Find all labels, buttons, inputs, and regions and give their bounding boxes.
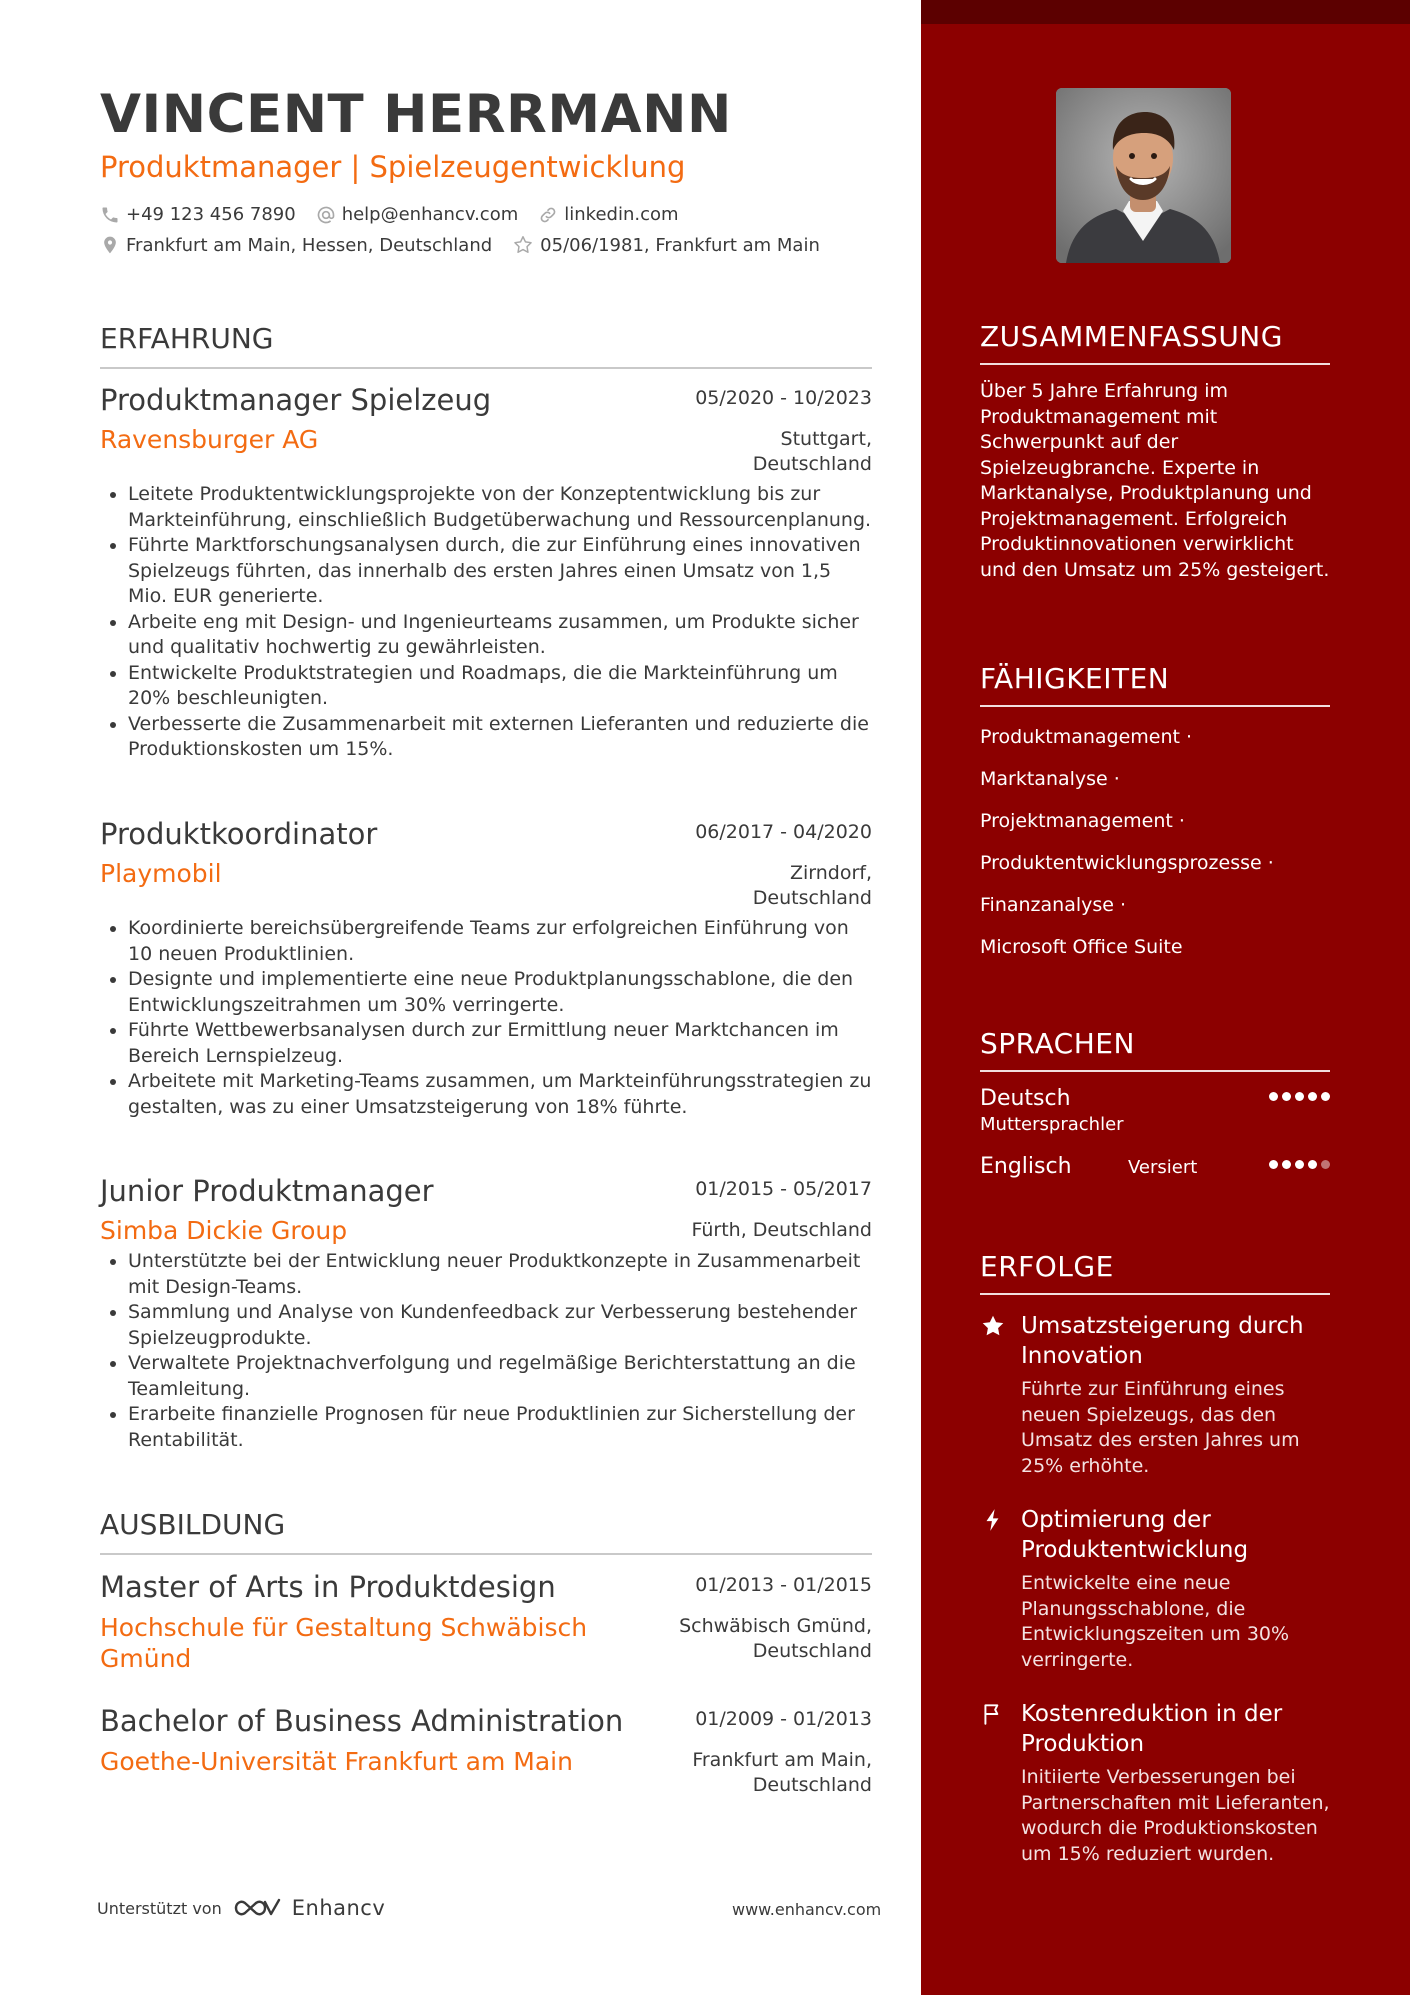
enhancv-brand: Enhancv: [291, 1896, 386, 1920]
rating-dot: [1321, 1160, 1330, 1169]
achievements-section: [980, 1250, 1330, 1867]
rating-dot: [1295, 1092, 1304, 1101]
list-item: • Arbeite eng mit Design- und Ingenieurteams zusammen, um Produkte sicher und qualitativ hochwertig zu gewährleisten.: [128, 610, 872, 661]
language-rating: [1269, 1160, 1330, 1169]
birth-contact: [512, 234, 820, 256]
language-rating: [1269, 1092, 1330, 1101]
skill-item: Produktmanagement ·: [980, 726, 1193, 748]
job-title: Produktkoordinator: [100, 817, 378, 851]
contact-row-2: [100, 234, 840, 256]
school-name: Hochschule für Gestaltung Schwäbisch Gmünd: [100, 1613, 588, 1673]
rating-dot: [1282, 1092, 1291, 1101]
education-date: 01/2009 - 01/2013: [695, 1708, 872, 1730]
job-entry: [100, 1174, 872, 1453]
location-pin-icon: [100, 235, 120, 255]
achievement-desc: Entwickelte eine neue Planungsschablone, die Entwicklungszeiten um 30% verringerte.: [1021, 1572, 1290, 1671]
list-item: • Verwaltete Projektnachverfolgung und regelmäßige Berichterstattung an die Teamleitung.: [128, 1351, 872, 1402]
job-date: 01/2015 - 05/2017: [695, 1178, 872, 1200]
job-location-line: Fürth, Deutschland: [691, 1219, 872, 1241]
flag-icon: [980, 1701, 1006, 1727]
job-title: Produktmanager Spielzeug: [100, 383, 492, 417]
candidate-subtitle: Produktmanager | Spielzeugentwicklung: [100, 150, 686, 184]
achievement-item: [980, 1311, 1330, 1479]
profile-photo: [1056, 88, 1231, 263]
education-date: 01/2013 - 01/2015: [695, 1574, 872, 1596]
list-item: • Designte und implementierte eine neue Produktplanungsschablone, die den Entwicklungszeitrahmen um 30% verringerte.: [128, 967, 872, 1018]
rating-dot: [1308, 1092, 1317, 1101]
rating-dot: [1269, 1160, 1278, 1169]
website-text: linkedin.com: [564, 204, 679, 225]
job-location: [753, 861, 872, 911]
job-title: Junior Produktmanager: [100, 1174, 434, 1208]
list-item: • Führte Marktforschungsanalysen durch, die zur Einführung eines innovativen Spielzeugs führten, das innerhalb des ersten Jahres einen Umsatz von 1,5 Mio. EUR generierte.: [128, 533, 872, 610]
job-company: Simba Dickie Group: [100, 1216, 348, 1245]
job-bullets: [100, 1249, 872, 1453]
candidate-name: VINCENT HERRMANN: [100, 84, 732, 145]
achievement-title: Optimierung der Produktentwicklung: [1021, 1507, 1249, 1563]
at-icon: [316, 205, 336, 225]
summary-text: Über 5 Jahre Erfahrung im Produktmanagement mit Schwerpunkt auf der Spielzeugbranche. Experte in Marktanalyse, Produktplanung und Projektmanagement. Erfolgreich Produktinnovationen verwirklicht und den Umsatz um 25% gesteigert.: [980, 380, 1330, 581]
language-level: Versiert: [1128, 1157, 1198, 1178]
sidebar-top-bar: [921, 0, 1410, 24]
job-date: 05/2020 - 10/2023: [695, 387, 872, 409]
list-item: • Verbesserte die Zusammenarbeit mit externen Lieferanten und reduzierte die Produktionskosten um 15%.: [128, 712, 872, 763]
rating-dot: [1308, 1160, 1317, 1169]
phone-text: +49 123 456 7890: [126, 204, 296, 225]
website-contact[interactable]: [538, 204, 678, 225]
education-location-line: Frankfurt am Main,: [692, 1749, 872, 1771]
job-company: Ravensburger AG: [100, 425, 319, 454]
degree-title: Bachelor of Business Administration: [100, 1704, 624, 1738]
achievement-item: [980, 1699, 1330, 1867]
language-item: [980, 1086, 1330, 1142]
lightning-icon: [980, 1507, 1006, 1533]
skills-title: FÄHIGKEITEN: [980, 662, 1330, 707]
powered-by-text: Unterstützt von: [97, 1898, 222, 1918]
degree-title: Master of Arts in Produktdesign: [100, 1570, 556, 1604]
language-name: Englisch: [980, 1154, 1072, 1179]
phone-icon: [100, 205, 120, 225]
footer-powered-by[interactable]: [97, 1895, 385, 1921]
list-item: • Leitete Produktentwicklungsprojekte von der Konzeptentwicklung bis zur Markteinführung, einschließlich Budgetüberwachung und Ressourcenplanung.: [128, 482, 872, 533]
language-level: Muttersprachler: [980, 1114, 1124, 1135]
list-item: • Sammlung und Analyse von Kundenfeedback zur Verbesserung bestehender Spielzeugprodukte.: [128, 1300, 872, 1351]
star-icon: [980, 1313, 1006, 1339]
education-section-title: AUSBILDUNG: [100, 1508, 872, 1555]
list-item: • Koordinierte bereichsübergreifende Teams zur erfolgreichen Einführung von 10 neuen Produktlinien.: [128, 916, 872, 967]
job-date: 06/2017 - 04/2020: [695, 821, 872, 843]
education-entry: [100, 1704, 872, 1796]
achievement-title: Umsatzsteigerung durch Innovation: [1021, 1313, 1304, 1369]
location-text: Frankfurt am Main, Hessen, Deutschland: [126, 234, 493, 256]
job-entry: [100, 383, 872, 763]
skill-item: Finanzanalyse ·: [980, 894, 1127, 916]
education-location-line: Deutschland: [752, 1774, 872, 1796]
list-item: • Erarbeite finanzielle Prognosen für neue Produktlinien zur Sicherstellung der Rentabilität.: [128, 1402, 872, 1453]
job-location-line: Deutschland: [752, 887, 872, 909]
enhancv-logo-icon: [232, 1895, 282, 1921]
education-location-line: Deutschland: [752, 1640, 872, 1662]
summary-title: ZUSAMMENFASSUNG: [980, 320, 1330, 365]
job-bullets: [100, 916, 872, 1120]
list-item: • Führte Wettbewerbsanalysen durch zur Ermittlung neuer Marktchancen im Bereich Lernspielzeug.: [128, 1018, 872, 1069]
job-location: [753, 427, 872, 477]
list-item: • Unterstützte bei der Entwicklung neuer Produktkonzepte in Zusammenarbeit mit Design-Teams.: [128, 1249, 872, 1300]
avatar: [1056, 88, 1231, 263]
experience-section-title: ERFAHRUNG: [100, 322, 872, 369]
job-location-line: Deutschland: [752, 453, 872, 475]
languages-title: SPRACHEN: [980, 1027, 1330, 1072]
skill-item: Marktanalyse ·: [980, 768, 1120, 790]
job-company: Playmobil: [100, 859, 222, 888]
education-location-line: Schwäbisch Gmünd,: [679, 1615, 872, 1637]
language-item: [980, 1154, 1330, 1194]
rating-dot: [1269, 1092, 1278, 1101]
education-entry: [100, 1570, 872, 1674]
list-item: • Arbeitete mit Marketing-Teams zusammen, um Markteinführungsstrategien zu gestalten, was zu einer Umsatzsteigerung von 18% führte.: [128, 1069, 872, 1120]
education-location: [679, 1614, 872, 1664]
school-name: Goethe-Universität Frankfurt am Main: [100, 1747, 573, 1776]
link-icon: [538, 205, 558, 225]
birth-text: 05/06/1981, Frankfurt am Main: [540, 234, 820, 256]
job-entry: [100, 817, 872, 1120]
email-contact[interactable]: [316, 204, 519, 225]
achievement-item: [980, 1505, 1330, 1673]
skills-section: [980, 662, 1330, 959]
star-outline-icon: [512, 234, 534, 256]
achievement-desc: Führte zur Einführung eines neuen Spielzeugs, das den Umsatz des ersten Jahres um 25% erhöhte.: [1021, 1378, 1300, 1477]
education-location: [692, 1748, 872, 1798]
phone-contact[interactable]: [100, 204, 296, 225]
achievement-title: Kostenreduktion in der Produktion: [1021, 1701, 1283, 1757]
rating-dot: [1295, 1160, 1304, 1169]
skill-item: Microsoft Office Suite: [980, 936, 1183, 958]
footer-url[interactable]: www.enhancv.com: [732, 1900, 882, 1919]
email-text: help@enhancv.com: [341, 204, 519, 225]
skill-item: Produktentwicklungsprozesse ·: [980, 852, 1274, 874]
rating-dot: [1282, 1160, 1291, 1169]
languages-section: [980, 1027, 1330, 1194]
sidebar: [921, 0, 1410, 1995]
achievements-title: ERFOLGE: [980, 1250, 1330, 1295]
job-location-line: Zirndorf,: [789, 862, 872, 884]
list-item: • Entwickelte Produktstrategien und Roadmaps, die die Markteinführung um 20% beschleunigten.: [128, 661, 872, 712]
job-location-line: Stuttgart,: [780, 428, 872, 450]
achievement-desc: Initiierte Verbesserungen bei Partnerschaften mit Lieferanten, wodurch die Produktionskosten um 15% reduziert wurden.: [1021, 1766, 1330, 1865]
job-bullets: [100, 482, 872, 763]
skill-item: Projektmanagement ·: [980, 810, 1185, 832]
summary-section: [980, 320, 1330, 583]
job-location: [691, 1218, 872, 1243]
rating-dot: [1321, 1092, 1330, 1101]
contact-row-1: [100, 204, 699, 225]
language-name: Deutsch: [980, 1086, 1071, 1111]
location-contact: [100, 235, 492, 256]
